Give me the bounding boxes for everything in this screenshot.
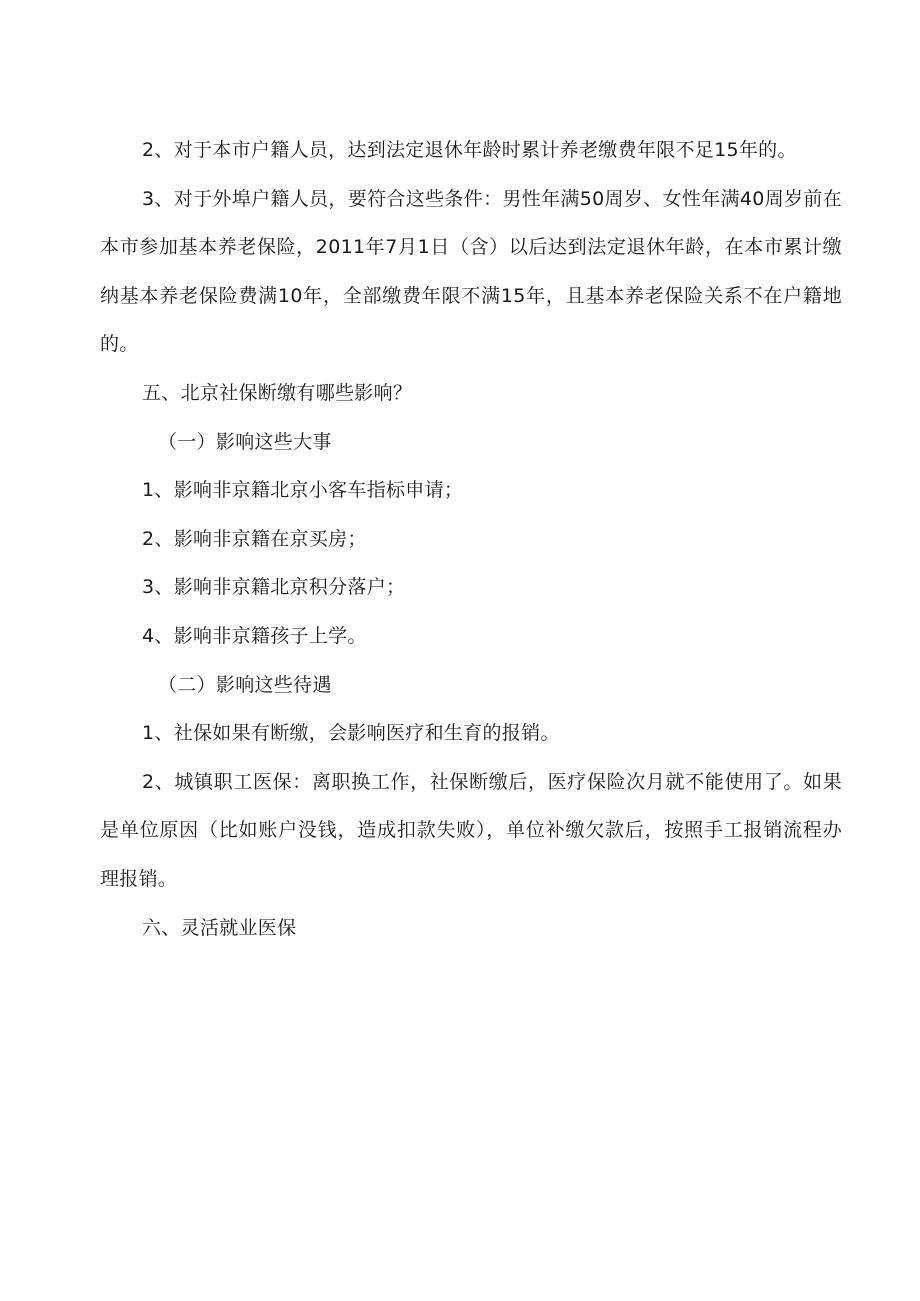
list-item-car-quota: 1、影响非京籍北京小客车指标申请； (142, 479, 464, 502)
section-heading-6: 六、灵活就业医保 (142, 916, 297, 939)
subsection-heading-1: （一）影响这些大事 (158, 430, 332, 453)
list-item-points-hukou: 3、影响非京籍北京积分落户； (142, 576, 406, 599)
list-item-urban-employee-insurance: 2、城镇职工医保：离职换工作，社保断缴后，医疗保险次月就不能使用了。如果是单位原因（比如账户没钱，造成扣款失败），单位补缴欠款后，按照手工报销流程办理报销。 (100, 770, 842, 890)
list-item-child-school: 4、影响非京籍孩子上学。 (142, 624, 367, 647)
document-body (100, 126, 842, 952)
list-item-reimbursement: 1、社保如果有断缴，会影响医疗和生育的报销。 (142, 722, 560, 745)
paragraph-item-3-nonlocal-residents: 3、对于外埠户籍人员，要符合这些条件：男性年满50周岁、女性年满40周岁前在本市参加基本养老保险，2011年7月1日（含）以后达到法定退休年龄，在本市累计缴纳基本养老保险费满10年，全部缴费年限不满15年，且基本养老保险关系不在户籍地的。 (100, 187, 842, 356)
section-heading-5: 五、北京社保断缴有哪些影响？ (142, 381, 413, 404)
paragraph-item-2-local-residents: 2、对于本市户籍人员，达到法定退休年龄时累计养老缴费年限不足15年的。 (142, 139, 797, 161)
list-item-buy-house: 2、影响非京籍在京买房； (142, 527, 367, 550)
subsection-heading-2: （二）影响这些待遇 (158, 673, 332, 696)
